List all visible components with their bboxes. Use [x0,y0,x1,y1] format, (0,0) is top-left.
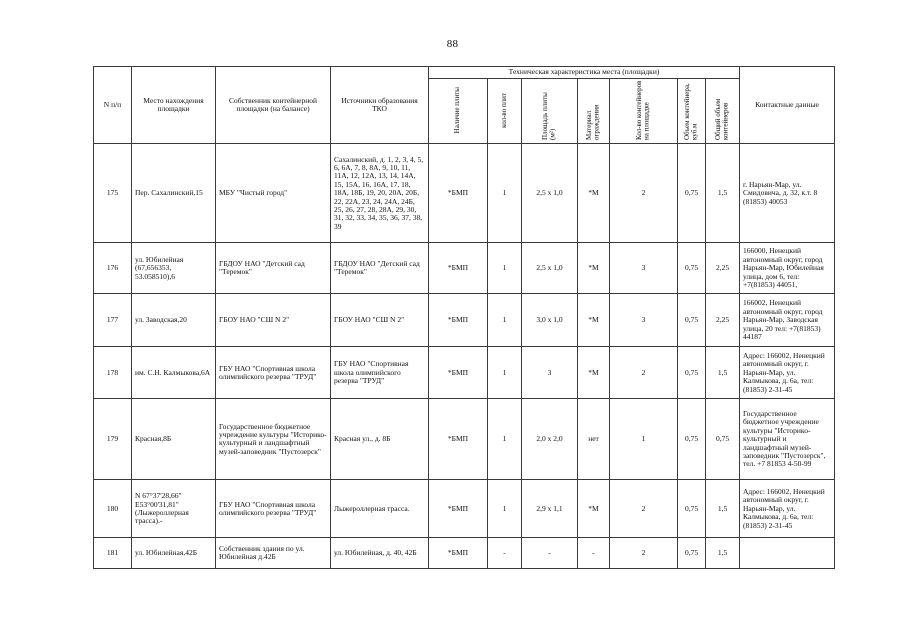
header-fence: Материал ограждения [578,79,610,144]
header-contacts: Контактные данные [740,67,835,144]
cell-sources: Сахалинский, д. 1, 2, 3, 4, 5, 6, 6А, 7, 8, 8А, 9, 10, 11, 11А, 12, 12А, 13, 14, 14А, 15, 15А, 16, 16А, 17, 18, 18А, 18Б, 19, 20, 20А, 20Б, 22, 22А, 23, 24, 24А, 24Б, 25, 26, 27, 28, 28А, 29, 30, 31, 32, 33, 34, 35, 36, 37, 38, 39 [331,144,429,243]
cell-location: ул. Юбилейная,42Б [132,538,216,569]
cell-location: Красная,8Б [132,399,216,480]
cell-total: 1,5 [706,480,740,538]
cell-total: 2,25 [706,294,740,347]
cell-total: 1,5 [706,347,740,399]
cell-containers: 3 [610,294,678,347]
cell-volume: 0,75 [678,294,706,347]
header-location: Место нахождения площадки [132,67,216,144]
cell-plates: 1 [488,347,522,399]
cell-total: 1,5 [706,538,740,569]
cell-plate: *БМП [429,480,488,538]
header-total: Общий объем контейнеров [706,79,740,144]
table-row [94,538,835,569]
cell-contacts [740,538,835,569]
cell-area: 2,9 х 1,1 [522,480,578,538]
header-area: Площадь плиты (м²) [522,79,578,144]
cell-contacts: Адрес: 166002, Ненецкий автономный округ, г. Нарьян-Мар, ул. Калмыкова, д. 6а, тел: (81853) 2-31-45 [740,347,835,399]
cell-containers: 2 [610,480,678,538]
cell-area: 2,5 х 1,0 [522,243,578,294]
header-plate: Наличие плиты [429,79,488,144]
header-sources: Источники образования ТКО [331,67,429,144]
cell-contacts: Государственное бюджетное учреждение культуры "Историко-культурный и ландшафтный музей-заповедник "Пустозерск", тел. +7 81853 4-50-99 [740,399,835,480]
cell-plates: 1 [488,480,522,538]
cell-contacts: 166002, Ненецкий автономный округ, город Нарьян-Мар, Заводская улица, 20 тел: +7(81853) 44187 [740,294,835,347]
cell-plate: *БМП [429,294,488,347]
cell-num: 175 [94,144,132,243]
cell-location: Пер. Сахалинский,15 [132,144,216,243]
cell-volume: 0,75 [678,480,706,538]
cell-fence: - [578,538,610,569]
cell-contacts: 166000, Ненецкий автономный округ, город Нарьян-Мар, Юбилейная улица, дом 6, тел: +7(81853) 44051, [740,243,835,294]
header-containers: Кол-во контейнеров на площадке [610,79,678,144]
cell-owner: ГБДОУ НАО "Детский сад "Теремок" [216,243,331,294]
cell-containers: 3 [610,243,678,294]
cell-location: им. С.Н. Калмыкова,6А [132,347,216,399]
header-num: N п/п [94,67,132,144]
cell-plates: 1 [488,243,522,294]
cell-area: 2,0 х 2,0 [522,399,578,480]
cell-fence: *М [578,294,610,347]
cell-location: N 67°37'28,66" E53°00'31,81" (Лыжероллерная трасса).- [132,480,216,538]
cell-area: 3,0 х 1,0 [522,294,578,347]
cell-area: 3 [522,347,578,399]
cell-total: 0,75 [706,399,740,480]
table-row [94,144,835,243]
cell-num: 176 [94,243,132,294]
cell-location: ул. Юбилейная (67,656353, 53.058510),6 [132,243,216,294]
cell-volume: 0,75 [678,243,706,294]
table-row [94,243,835,294]
cell-sources: ГБУ НАО "Спортивная школа олимпийского резерва "ТРУД" [331,347,429,399]
cell-owner: ГБУ НАО "Спортивная школа олимпийского резерва "ТРУД" [216,347,331,399]
cell-fence: *М [578,347,610,399]
header-tech: Техническая характеристика места (площадки) [429,67,740,79]
cell-volume: 0,75 [678,144,706,243]
cell-fence: *М [578,144,610,243]
cell-area: - [522,538,578,569]
table-row [94,399,835,480]
cell-plates: 1 [488,144,522,243]
cell-owner: ГБУ НАО "Спортивная школа олимпийского резерва "ТРУД" [216,480,331,538]
cell-plate: *БМП [429,399,488,480]
cell-fence: *М [578,480,610,538]
cell-fence: нет [578,399,610,480]
cell-area: 2,5 х 1,0 [522,144,578,243]
cell-volume: 0,75 [678,347,706,399]
cell-contacts: Адрес: 166002, Ненецкий автономный округ, г. Нарьян-Мар, ул. Калмыкова, д. 6а, тел: (81853) 2-31-45 [740,480,835,538]
table-body [94,144,835,569]
cell-plate: *БМП [429,243,488,294]
cell-plate: *БМП [429,144,488,243]
cell-sources: Лыжероллерная трасса. [331,480,429,538]
cell-total: 2,25 [706,243,740,294]
cell-containers: 2 [610,144,678,243]
cell-total: 1,5 [706,144,740,243]
cell-contacts: г. Нарьян-Мар, ул. Смидовича, д. 32, к.т. 8 (81853) 40053 [740,144,835,243]
header-owner: Собственник контейнерной площадки (на балансе) [216,67,331,144]
cell-containers: 2 [610,347,678,399]
table-header [94,67,835,144]
table-row [94,347,835,399]
cell-containers: 2 [610,538,678,569]
header-volume: Объем контейнера, куб.м [678,79,706,144]
cell-owner: Собственник здания по ул. Юбилейная д.42Б [216,538,331,569]
cell-plates: - [488,538,522,569]
cell-plates: 1 [488,294,522,347]
cell-location: ул. Заводская,20 [132,294,216,347]
cell-plates: 1 [488,399,522,480]
cell-num: 178 [94,347,132,399]
cell-sources: ул. Юбилейная, д. 40, 42Б [331,538,429,569]
cell-num: 177 [94,294,132,347]
cell-owner: ГБОУ НАО "СШ N 2" [216,294,331,347]
cell-owner: Государственное бюджетное учреждение культуры "Историко-культурный и ландшафтный музей-заповедник "Пустозерск" [216,399,331,480]
cell-owner: МБУ "Чистый город" [216,144,331,243]
cell-volume: 0,75 [678,538,706,569]
cell-fence: *М [578,243,610,294]
cell-plate: *БМП [429,538,488,569]
header-plates: кол-во плит [488,79,522,144]
cell-num: 181 [94,538,132,569]
cell-num: 180 [94,480,132,538]
container-sites-table [93,66,835,569]
table-row [94,294,835,347]
cell-num: 179 [94,399,132,480]
page-number: 88 [446,38,459,50]
table-row [94,480,835,538]
cell-sources: Красная ул., д. 8Б [331,399,429,480]
cell-sources: ГБДОУ НАО "Детский сад "Теремок" [331,243,429,294]
cell-volume: 0,75 [678,399,706,480]
cell-sources: ГБОУ НАО "СШ N 2" [331,294,429,347]
cell-plate: *БМП [429,347,488,399]
cell-containers: 1 [610,399,678,480]
